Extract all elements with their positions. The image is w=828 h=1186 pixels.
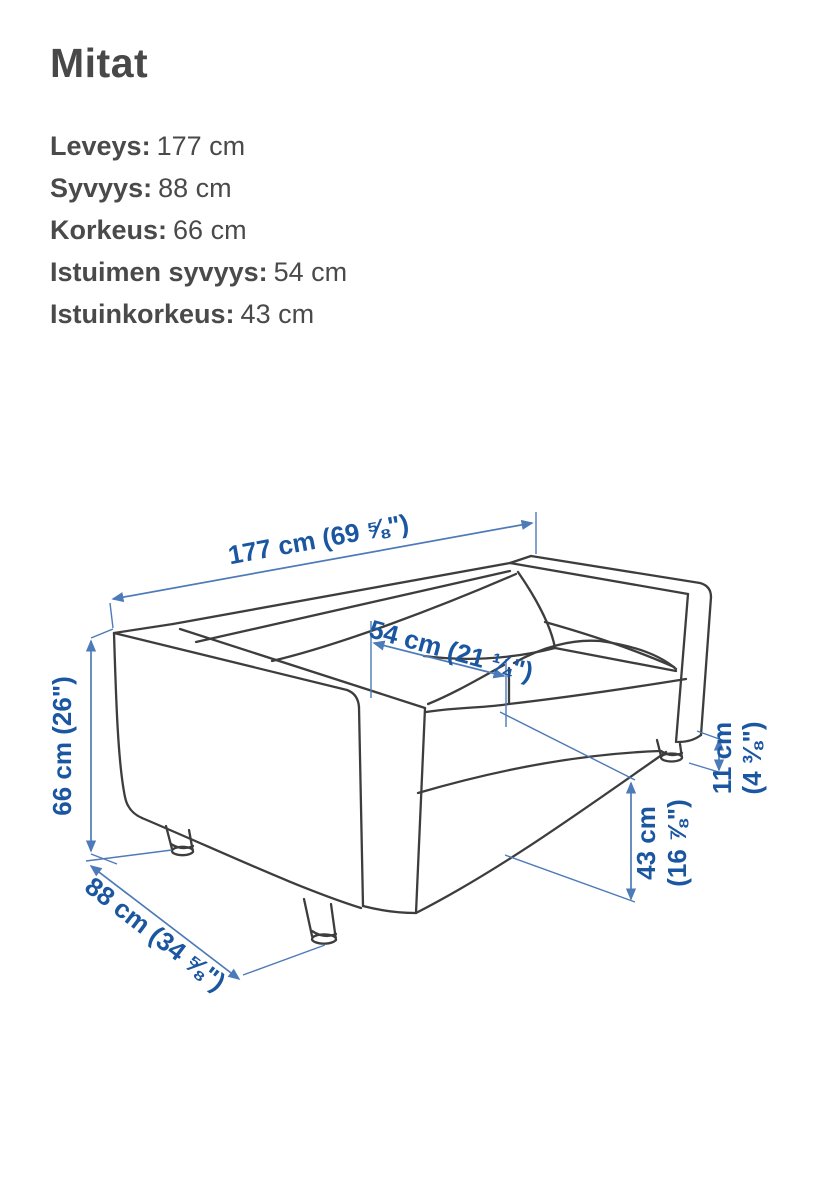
measurement-label: Leveys: [50, 131, 151, 161]
height-dimension-label: 66 cm (26") [47, 676, 77, 816]
seat-height-dimension-label-line1: 43 cm [631, 806, 661, 880]
page-title: Mitat [50, 40, 149, 86]
measurement-value: 88 cm [158, 173, 232, 203]
seat-depth-dimension-label: 54 cm (21 ¼") [366, 613, 537, 687]
measurement-label: Istuimen syvyys: [50, 257, 268, 287]
measurement-value: 54 cm [273, 257, 348, 287]
sofa-leg-front-right [657, 740, 682, 762]
measurement-label: Syvyys: [50, 173, 153, 203]
sofa-outline [114, 556, 711, 944]
measurement-label: Korkeus: [50, 215, 168, 245]
sofa-leg-front-left [304, 899, 336, 944]
measurement-label: Istuinkorkeus: [50, 299, 235, 329]
leg-height-dimension-label-line1: 11 cm [707, 721, 737, 795]
depth-dimension-label: 88 cm (34 ⅝") [79, 870, 232, 997]
measurement-value: 66 cm [173, 215, 247, 245]
seat-height-dimension-label-line2: (16 ⅞") [662, 799, 692, 887]
leg-height-dimension-label-line2: (4 ⅜") [737, 721, 767, 795]
measurement-value: 43 cm [240, 299, 315, 329]
measurement-value: 177 cm [156, 131, 246, 161]
width-dimension-label: 177 cm (69 ⅝") [225, 508, 412, 571]
